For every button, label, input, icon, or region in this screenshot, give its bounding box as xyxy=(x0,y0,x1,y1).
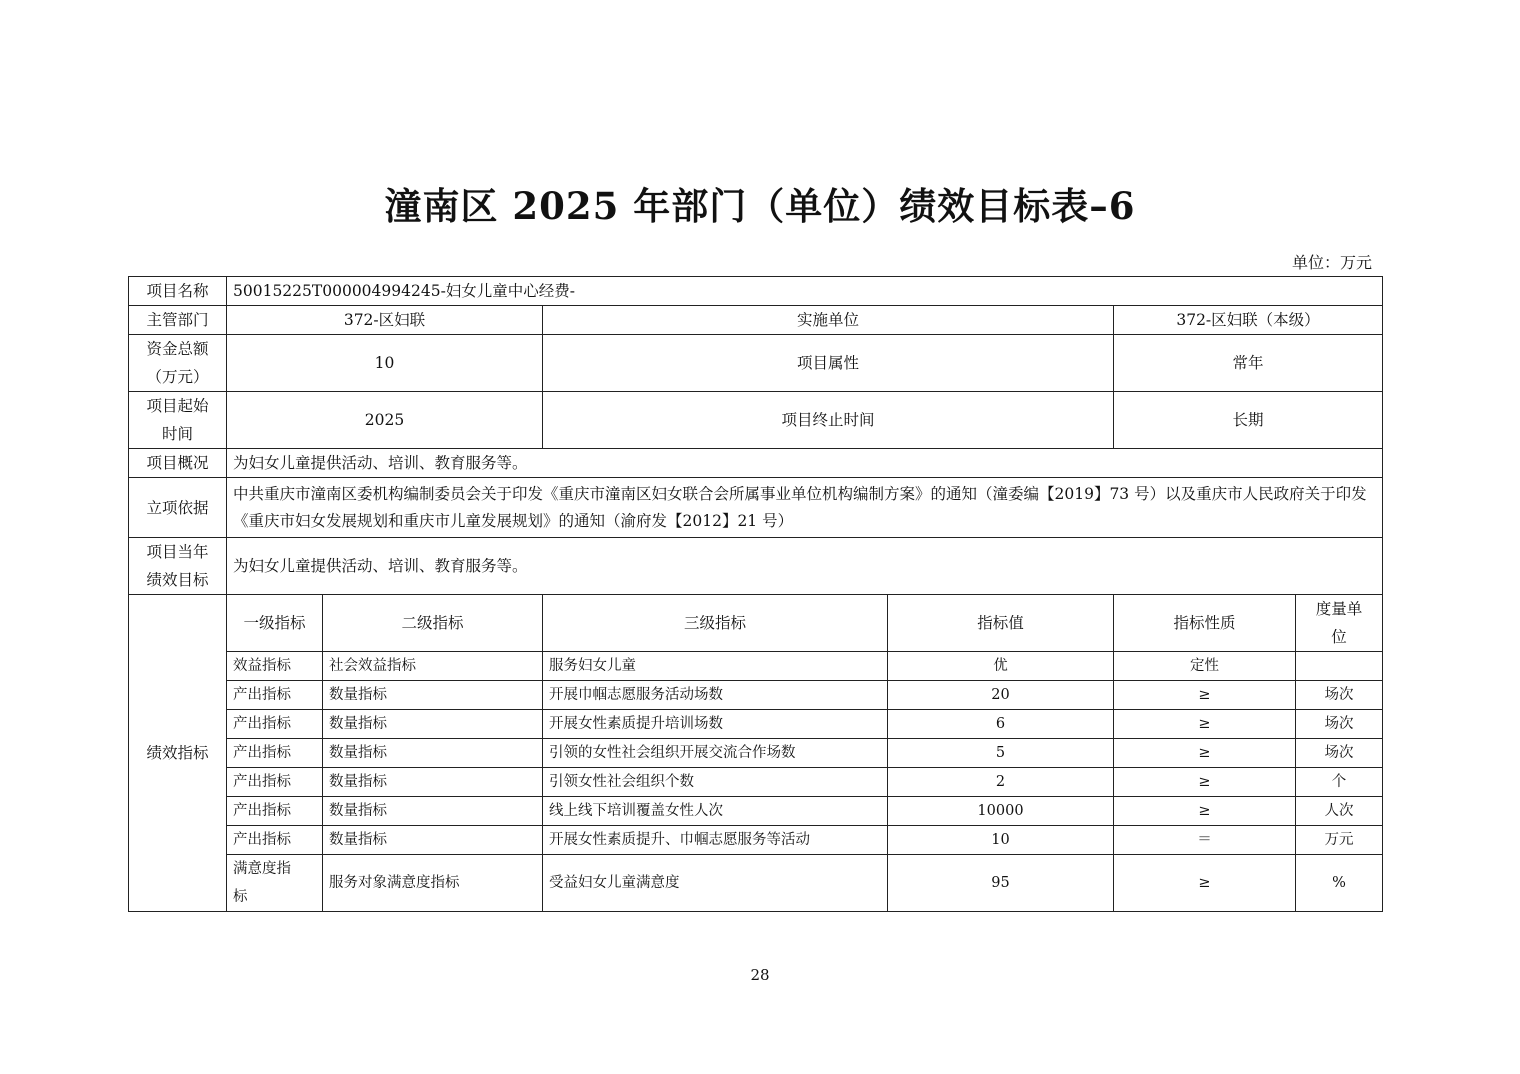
row-unit: 场次 xyxy=(1296,710,1383,739)
header-level3: 三级指标 xyxy=(543,595,888,652)
row-unit: 场次 xyxy=(1296,681,1383,710)
start-label-line1: 项目起始 xyxy=(146,397,209,415)
row-level3: 开展女性素质提升培训场数 xyxy=(543,710,888,739)
row-nature: 定性 xyxy=(1114,652,1296,681)
funds-label-line2: （万元） xyxy=(146,368,209,386)
page-title: 潼南区 2025 年部门（单位）绩效目标表–6 xyxy=(384,184,1136,228)
table-row xyxy=(129,855,1383,912)
header-unit-line2: 位 xyxy=(1331,628,1347,646)
row-level3: 引领女性社会组织个数 xyxy=(543,768,888,797)
performance-target-table xyxy=(128,276,1383,912)
row-nature: ＝ xyxy=(1114,826,1296,855)
dept-value: 372-区妇联 xyxy=(227,306,543,335)
row-level1: 产出指标 xyxy=(227,797,323,826)
goal-label xyxy=(129,538,227,595)
row-value: 95 xyxy=(888,855,1114,912)
indicator-header-row xyxy=(129,595,1383,652)
row-unit: 个 xyxy=(1296,768,1383,797)
table-row xyxy=(129,739,1383,768)
header-level2: 二级指标 xyxy=(323,595,543,652)
row-level2: 社会效益指标 xyxy=(323,652,543,681)
start-label xyxy=(129,392,227,449)
start-label-line2: 时间 xyxy=(161,425,193,443)
funds-value: 10 xyxy=(227,335,543,392)
row-project-name xyxy=(129,277,1383,306)
row-level3: 引领的女性社会组织开展交流合作场数 xyxy=(543,739,888,768)
row-nature: ≥ xyxy=(1114,768,1296,797)
row-level1: 产出指标 xyxy=(227,768,323,797)
table-row xyxy=(129,797,1383,826)
row-nature: ≥ xyxy=(1114,681,1296,710)
row-level2: 数量指标 xyxy=(323,739,543,768)
basis-value: 中共重庆市潼南区委机构编制委员会关于印发《重庆市潼南区妇女联合会所属事业单位机构编制方案》的通知（潼委编【2019】73 号）以及重庆市人民政府关于印发《重庆市妇女发展规划和重庆市儿童发展规划》的通知（渝府发【2012】21 号） xyxy=(227,478,1383,538)
overview-label: 项目概况 xyxy=(129,449,227,478)
row-unit: 场次 xyxy=(1296,739,1383,768)
row-unit xyxy=(1296,652,1383,681)
project-name-value: 50015225T000004994245-妇女儿童中心经费- xyxy=(227,277,1383,306)
row-nature: ≥ xyxy=(1114,739,1296,768)
header-unit-line1: 度量单 xyxy=(1315,600,1363,618)
unit-label: 单位：万元 xyxy=(1291,253,1372,272)
funds-label xyxy=(129,335,227,392)
row-value: 10000 xyxy=(888,797,1114,826)
impl-unit-label: 实施单位 xyxy=(543,306,1114,335)
row-nature: ≥ xyxy=(1114,855,1296,912)
row-unit: 万元 xyxy=(1296,826,1383,855)
row-time xyxy=(129,392,1383,449)
attr-label: 项目属性 xyxy=(543,335,1114,392)
impl-unit-value: 372-区妇联（本级） xyxy=(1114,306,1383,335)
end-value: 长期 xyxy=(1114,392,1383,449)
page-number: 28 xyxy=(750,966,770,984)
row-level3: 开展巾帼志愿服务活动场数 xyxy=(543,681,888,710)
table-row xyxy=(129,826,1383,855)
table-row xyxy=(129,710,1383,739)
row-level2: 数量指标 xyxy=(323,681,543,710)
row-overview xyxy=(129,449,1383,478)
row-level2: 数量指标 xyxy=(323,710,543,739)
table-row xyxy=(129,681,1383,710)
project-name-label: 项目名称 xyxy=(129,277,227,306)
row-unit: % xyxy=(1296,855,1383,912)
row-level3: 线上线下培训覆盖女性人次 xyxy=(543,797,888,826)
header-level1: 一级指标 xyxy=(227,595,323,652)
row-level1-line1: 满意度指 xyxy=(233,861,291,877)
row-level2: 服务对象满意度指标 xyxy=(323,855,543,912)
row-value: 5 xyxy=(888,739,1114,768)
dept-label: 主管部门 xyxy=(129,306,227,335)
end-label: 项目终止时间 xyxy=(543,392,1114,449)
row-level1: 产出指标 xyxy=(227,739,323,768)
goal-label-line2: 绩效目标 xyxy=(146,571,209,589)
row-value: 2 xyxy=(888,768,1114,797)
row-level1-line2: 标 xyxy=(233,889,248,905)
row-basis xyxy=(129,478,1383,538)
row-funds xyxy=(129,335,1383,392)
row-level3: 受益妇女儿童满意度 xyxy=(543,855,888,912)
indicator-section-label: 绩效指标 xyxy=(129,595,227,912)
row-goal xyxy=(129,538,1383,595)
row-nature: ≥ xyxy=(1114,797,1296,826)
goal-label-line1: 项目当年 xyxy=(146,543,209,561)
row-value: 优 xyxy=(888,652,1114,681)
row-level3: 开展女性素质提升、巾帼志愿服务等活动 xyxy=(543,826,888,855)
header-value: 指标值 xyxy=(888,595,1114,652)
attr-value: 常年 xyxy=(1114,335,1383,392)
table-row xyxy=(129,768,1383,797)
goal-value: 为妇女儿童提供活动、培训、教育服务等。 xyxy=(227,538,1383,595)
row-value: 20 xyxy=(888,681,1114,710)
row-value: 6 xyxy=(888,710,1114,739)
row-department xyxy=(129,306,1383,335)
row-level3: 服务妇女儿童 xyxy=(543,652,888,681)
row-level1: 效益指标 xyxy=(227,652,323,681)
funds-label-line1: 资金总额 xyxy=(146,340,209,358)
header-unit xyxy=(1296,595,1383,652)
row-unit: 人次 xyxy=(1296,797,1383,826)
row-nature: ≥ xyxy=(1114,710,1296,739)
row-level1: 产出指标 xyxy=(227,681,323,710)
row-level1: 产出指标 xyxy=(227,826,323,855)
table-row xyxy=(129,652,1383,681)
row-level2: 数量指标 xyxy=(323,797,543,826)
header-nature: 指标性质 xyxy=(1114,595,1296,652)
row-level2: 数量指标 xyxy=(323,826,543,855)
row-level2: 数量指标 xyxy=(323,768,543,797)
basis-label: 立项依据 xyxy=(129,478,227,538)
row-level1 xyxy=(227,855,323,912)
overview-value: 为妇女儿童提供活动、培训、教育服务等。 xyxy=(227,449,1383,478)
row-value: 10 xyxy=(888,826,1114,855)
start-value: 2025 xyxy=(227,392,543,449)
row-level1: 产出指标 xyxy=(227,710,323,739)
